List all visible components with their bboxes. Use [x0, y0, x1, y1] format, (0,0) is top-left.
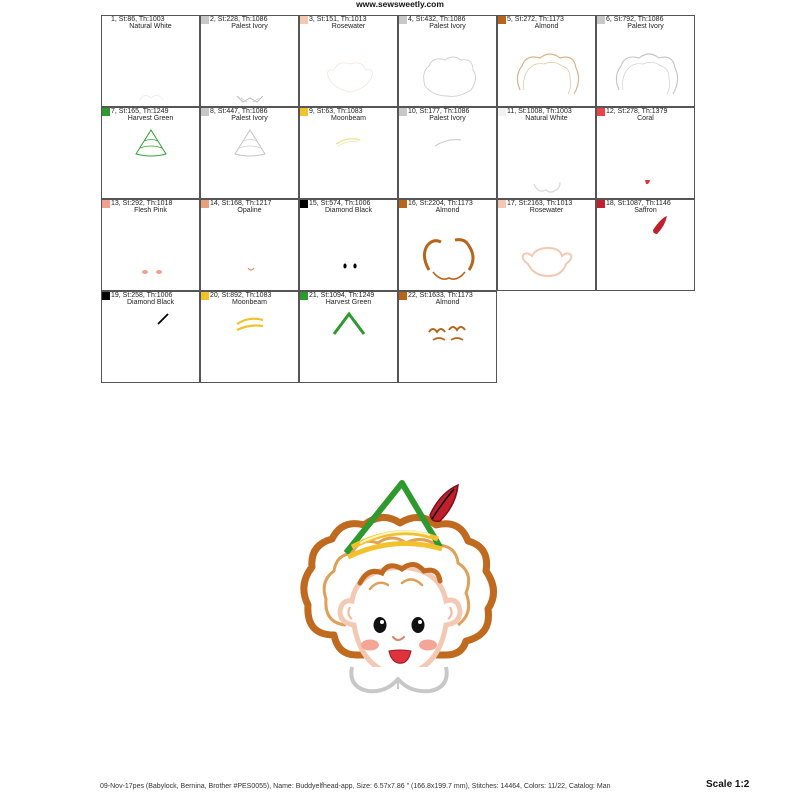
stitch-preview-face-rosewater — [498, 200, 596, 291]
color-cell — [497, 15, 596, 107]
step-info: 8, St:447, Th:1086 — [210, 108, 268, 115]
color-cell — [101, 107, 200, 199]
stitch-preview-face-outline-faint — [300, 16, 398, 107]
stitch-preview-mouth-coral — [597, 108, 695, 199]
color-cell — [101, 199, 200, 291]
thread-name: Palest Ivory — [231, 115, 268, 122]
stitch-preview-hair-ivory — [597, 16, 695, 107]
stitch-preview-collar — [201, 16, 299, 107]
thread-name: Almond — [435, 299, 460, 306]
thread-name: Opaline — [237, 207, 262, 214]
stitch-preview-hat-ivory — [201, 108, 299, 199]
scale-label: Scale 1:2 — [706, 779, 750, 790]
step-info: 3, St:151, Th:1013 — [309, 16, 367, 23]
thread-name: Diamond Black — [126, 299, 175, 306]
stitch-preview-eyes — [300, 200, 398, 291]
stitch-preview-hat-green — [102, 108, 200, 199]
stitch-preview-cheeks — [102, 200, 200, 291]
stitch-preview-hair-almond-satin — [399, 200, 497, 291]
color-cell — [497, 199, 596, 291]
thread-name: Almond — [534, 23, 559, 30]
stitch-preview-hair-almond — [498, 16, 596, 107]
step-info: 16, St:2204, Th:1173 — [408, 200, 473, 207]
elf-head-embroidery-design — [290, 475, 510, 705]
step-info: 9, St:63, Th:1083 — [309, 108, 363, 115]
stitch-preview-hat-band-ivory — [399, 108, 497, 199]
thread-name: Moonbeam — [330, 115, 367, 122]
step-info: 11, St:1008, Th:1003 — [507, 108, 572, 115]
color-cell — [398, 107, 497, 199]
thread-name: Palest Ivory — [627, 23, 664, 30]
step-info: 12, St:278, Th:1379 — [606, 108, 668, 115]
color-cell — [200, 15, 299, 107]
thread-name: Almond — [435, 207, 460, 214]
color-sequence-grid — [101, 15, 697, 385]
stitch-preview-feather-line — [102, 292, 200, 383]
step-info: 15, St:574, Th:1006 — [309, 200, 371, 207]
step-info: 1, St:86, Th:1003 — [111, 16, 165, 23]
color-cell — [497, 107, 596, 199]
thread-name: Rosewater — [331, 23, 366, 30]
stitch-preview-feather — [597, 200, 695, 291]
step-info: 21, St:1094, Th:1249 — [309, 292, 375, 299]
thread-name: Harvest Green — [127, 115, 174, 122]
site-url: www.sewsweetly.com — [356, 0, 444, 9]
stitch-preview-hat-band-yellow — [300, 108, 398, 199]
step-info: 18, St:1087, Th:1146 — [606, 200, 671, 207]
step-info: 6, St:792, Th:1086 — [606, 16, 664, 23]
stitch-preview-hat-bands-yellow — [201, 292, 299, 383]
thread-name: Harvest Green — [325, 299, 372, 306]
step-info: 5, St:272, Th:1173 — [507, 16, 564, 23]
step-info: 14, St:168, Th:1217 — [210, 200, 272, 207]
stitch-preview-collar-fill — [498, 108, 596, 199]
stitch-preview-collar-white — [102, 16, 200, 107]
color-cell — [596, 15, 695, 107]
color-cell — [101, 291, 200, 383]
thread-name: Natural White — [525, 115, 568, 122]
thread-name: Flesh Pink — [134, 207, 167, 214]
color-cell — [398, 15, 497, 107]
color-cell — [200, 107, 299, 199]
step-info: 2, St:228, Th:1086 — [210, 16, 268, 23]
color-cell — [101, 15, 200, 107]
thread-name: Saffron — [634, 207, 657, 214]
step-info: 13, St:292, Th:1018 — [111, 200, 173, 207]
color-cell — [200, 199, 299, 291]
thread-name: Palest Ivory — [429, 115, 466, 122]
thread-name: Coral — [637, 115, 654, 122]
step-info: 10, St:177, Th:1086 — [408, 108, 470, 115]
thread-name: Palest Ivory — [231, 23, 268, 30]
step-info: 4, St:432, Th:1086 — [408, 16, 466, 23]
step-info: 17, St:2163, Th:1013 — [507, 200, 573, 207]
file-info-footer: 09-Nov-17pes (Babylock, Bernina, Brother #PES0055), Name: Buddyelfhead-app, Size: 6.57x7.86 " (166.8x199.7 mm), Stitches: 14464, Colors: 11/22, Catalog: Man — [100, 783, 611, 790]
thread-name: Diamond Black — [324, 207, 373, 214]
color-cell — [596, 107, 695, 199]
color-cell — [398, 199, 497, 291]
thread-name: Palest Ivory — [429, 23, 466, 30]
stitch-preview-nose — [201, 200, 299, 291]
step-info: 7, St:165, Th:1249 — [111, 108, 169, 115]
thread-name: Natural White — [129, 23, 172, 30]
color-cell — [299, 291, 398, 383]
color-cell — [398, 291, 497, 383]
color-cell — [596, 199, 695, 291]
color-cell — [299, 15, 398, 107]
stitch-preview-hat-outline-green — [300, 292, 398, 383]
step-info: 22, St:1633, Th:1173 — [408, 292, 473, 299]
color-cell — [299, 199, 398, 291]
color-cell — [200, 291, 299, 383]
step-info: 20, St:892, Th:1083 — [210, 292, 272, 299]
feather — [430, 485, 458, 521]
collar — [351, 667, 446, 691]
color-cell — [299, 107, 398, 199]
thread-name: Moonbeam — [231, 299, 268, 306]
thread-name: Rosewater — [529, 207, 564, 214]
stitch-preview-hair-curls — [399, 292, 497, 383]
step-info: 19, St:258, Th:1006 — [111, 292, 173, 299]
stitch-preview-hair-outline — [399, 16, 497, 107]
